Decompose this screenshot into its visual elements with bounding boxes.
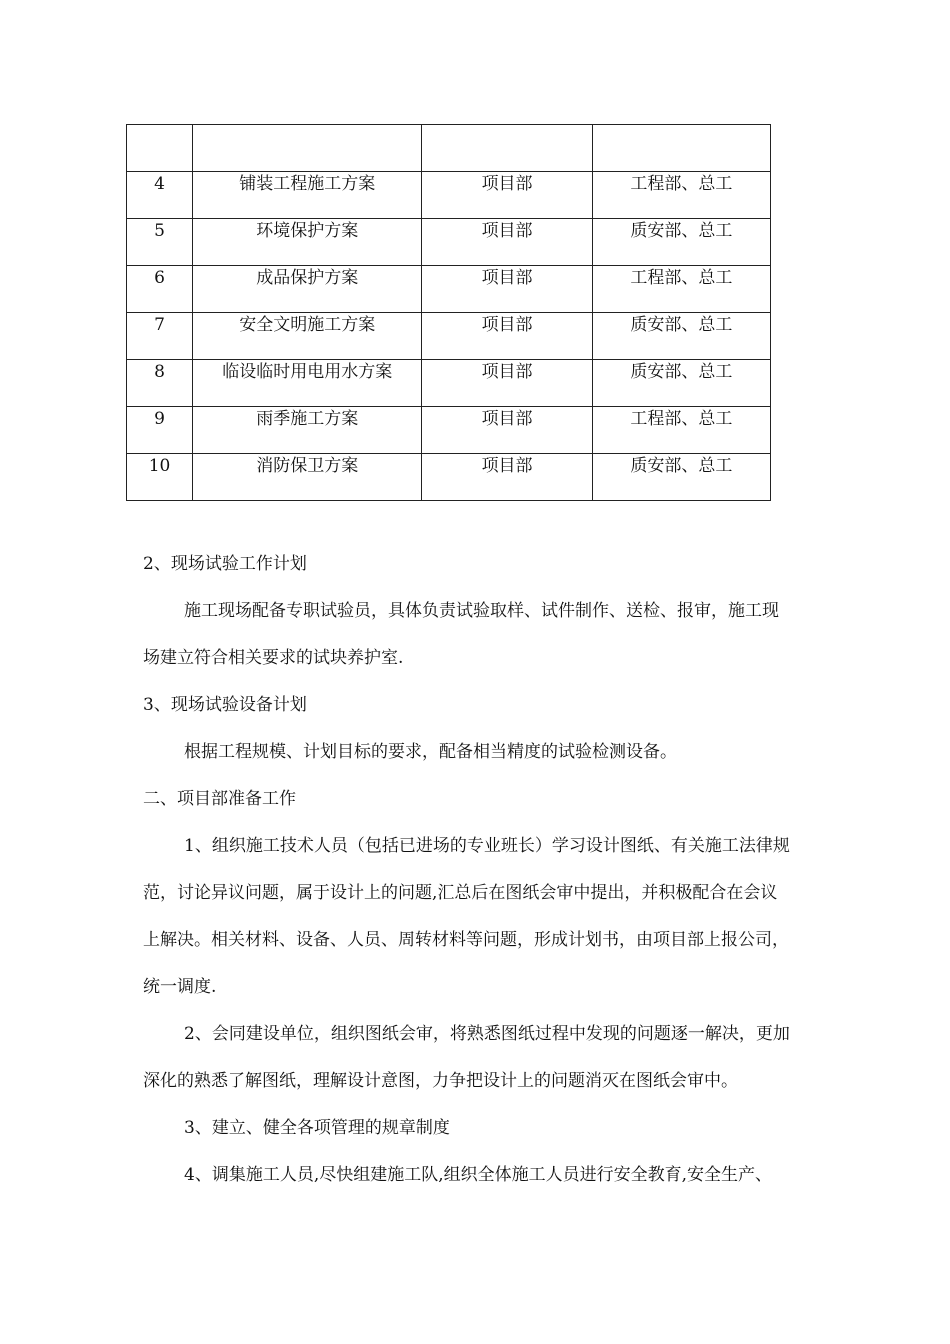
cell-name: 成品保护方案	[193, 266, 422, 313]
cell-name: 消防保卫方案	[193, 454, 422, 501]
paragraph-line: 统一调度.	[143, 977, 217, 997]
cell-dept: 项目部	[422, 313, 592, 360]
cell-dept: 项目部	[422, 266, 592, 313]
paragraph-line: 场建立符合相关要求的试块养护室.	[143, 648, 404, 668]
paragraph-line: 深化的熟悉了解图纸，理解设计意图，力争把设计上的问题消灭在图纸会审中。	[143, 1071, 738, 1091]
cell-no: 9	[127, 407, 193, 454]
cell-name: 安全文明施工方案	[193, 313, 422, 360]
cell-dept: 项目部	[422, 360, 592, 407]
cell-approver: 质安部、总工	[592, 454, 770, 501]
part-heading: 二、项目部准备工作	[143, 789, 296, 809]
cell-no: 5	[127, 219, 193, 266]
cell-dept: 项目部	[422, 219, 592, 266]
cell-no: 10	[127, 454, 193, 501]
cell-approver: 质安部、总工	[592, 313, 770, 360]
cell-no: 4	[127, 172, 193, 219]
cell-no: 7	[127, 313, 193, 360]
table-row	[127, 407, 771, 454]
cell-dept: 项目部	[422, 172, 592, 219]
table-row	[127, 266, 771, 313]
cell-approver: 工程部、总工	[592, 407, 770, 454]
paragraph-line: 2、会同建设单位，组织图纸会审，将熟悉图纸过程中发现的问题逐一解决，更加	[184, 1024, 790, 1044]
cell-name: 环境保护方案	[193, 219, 422, 266]
cell-name: 雨季施工方案	[193, 407, 422, 454]
cell-no: 8	[127, 360, 193, 407]
table-row	[127, 219, 771, 266]
cell-dept: 项目部	[422, 454, 592, 501]
paragraph-line: 施工现场配备专职试验员，具体负责试验取样、试件制作、送检、报审，施工现	[184, 601, 779, 621]
paragraph-line: 范，讨论异议问题，属于设计上的问题,汇总后在图纸会审中提出，并积极配合在会议	[143, 883, 778, 903]
table-row	[127, 125, 771, 172]
section-heading-3: 3、现场试验设备计划	[143, 695, 307, 715]
section-heading-2: 2、现场试验工作计划	[143, 554, 307, 574]
cell-dept	[422, 125, 592, 172]
paragraph-line: 根据工程规模、计划目标的要求，配备相当精度的试验检测设备。	[184, 742, 677, 762]
table-row	[127, 454, 771, 501]
paragraph-line: 3、建立、健全各项管理的规章制度	[184, 1118, 450, 1138]
cell-approver: 工程部、总工	[592, 266, 770, 313]
cell-name: 临设临时用电用水方案	[193, 360, 422, 407]
body-text	[143, 546, 878, 1193]
table-row	[127, 172, 771, 219]
table-row	[127, 360, 771, 407]
plan-table	[126, 124, 771, 501]
cell-approver: 质安部、总工	[592, 360, 770, 407]
cell-name	[193, 125, 422, 172]
cell-no	[127, 125, 193, 172]
cell-dept: 项目部	[422, 407, 592, 454]
cell-name: 铺装工程施工方案	[193, 172, 422, 219]
cell-no: 6	[127, 266, 193, 313]
cell-approver: 工程部、总工	[592, 172, 770, 219]
paragraph-line: 4、调集施工人员,尽快组建施工队,组织全体施工人员进行安全教育,安全生产、	[184, 1165, 773, 1185]
table-row	[127, 313, 771, 360]
paragraph-line: 1、组织施工技术人员（包括已进场的专业班长）学习设计图纸、有关施工法律规	[184, 836, 790, 856]
paragraph-line: 上解决。相关材料、设备、人员、周转材料等问题，形成计划书，由项目部上报公司，	[143, 930, 789, 950]
cell-approver	[592, 125, 770, 172]
cell-approver: 质安部、总工	[592, 219, 770, 266]
